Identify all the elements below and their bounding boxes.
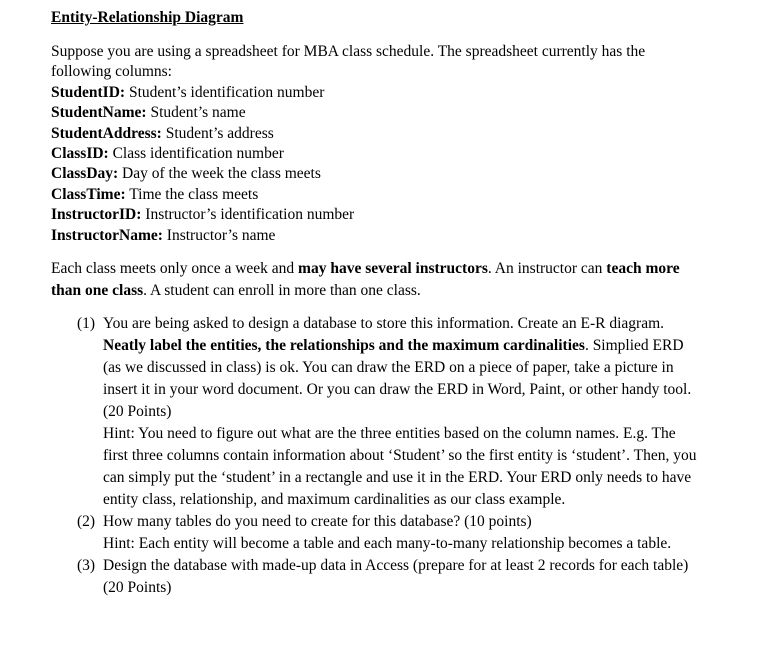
column-name: StudentID: [51,83,126,101]
column-desc: Class identification number [108,145,284,163]
column-desc: Instructor’s identification number [141,206,355,224]
column-item [51,164,751,184]
column-item [51,205,751,225]
column-item [51,185,751,205]
column-name: ClassTime: [51,185,126,203]
column-name: StudentName: [51,104,147,122]
constraints-text: . A student can enroll in more than one class. [143,282,421,300]
question-bold-text: Neatly label the entities, the relationships and the maximum cardinalities [103,337,585,355]
column-item [51,103,751,123]
document-page [51,8,751,599]
column-item [51,226,751,246]
question-text: . Simplied ERD (as we discussed in class) is ok. You can draw the ERD on a piece of paper, take a picture in insert it in your word document. Or you can draw the ERD in Word, Paint, or other handy tool. (20 Points) [103,337,692,421]
intro-paragraph: Suppose you are using a spreadsheet for MBA class schedule. The spreadsheet currently has the following columns: [51,43,646,81]
column-name: ClassDay: [51,165,119,183]
question-text: Design the database with made-up data in Access (prepare for at least 2 records for each table) (20 Points) [103,557,689,597]
column-desc: Time the class meets [125,185,259,203]
column-item [51,124,751,144]
column-name: ClassID: [51,145,109,163]
column-item [51,83,751,103]
column-name: StudentAddress: [51,124,162,142]
column-desc: Student’s address [161,124,274,142]
column-list [51,83,751,246]
document-title: Entity-Relationship Diagram [51,9,244,26]
constraints-text: . An instructor can [487,260,607,278]
question-item [77,313,697,511]
question-hint: Hint: You need to figure out what are the three entities based on the column names. E.g. The first three columns contain information about ‘Student’ so the first entity is ‘student’. Then, you can simply put the ‘student’ in a rectangle and use it in the ERD. Your ERD only needs to have entity class, relationship, and maximum cardinalities as our class example. [103,425,697,509]
question-list [77,313,697,599]
question-text: How many tables do you need to create for this database? (10 points) [103,513,532,531]
constraints-text: Each class meets only once a week and [51,260,299,278]
question-number: (1) [77,315,96,333]
column-desc: Day of the week the class meets [118,165,321,183]
question-item [77,555,697,599]
column-item [51,144,751,164]
column-desc: Instructor’s name [162,226,276,244]
column-name: InstructorID: [51,206,142,224]
question-hint: Hint: Each entity will become a table and each many-to-many relationship becomes a table. [103,535,672,553]
constraints-paragraph [51,258,701,302]
question-number: (3) [77,557,96,575]
constraints-bold-text: may have several instructors [298,260,488,278]
column-desc: Student’s identification number [125,83,325,101]
question-text: You are being asked to design a database to store this information. Create an E-R diagram. [103,315,665,333]
column-name: InstructorName: [51,226,163,244]
question-number: (2) [77,513,96,531]
column-desc: Student’s name [146,104,246,122]
constraints-bold-text: teach more than one class [51,260,680,300]
question-item [77,511,697,555]
